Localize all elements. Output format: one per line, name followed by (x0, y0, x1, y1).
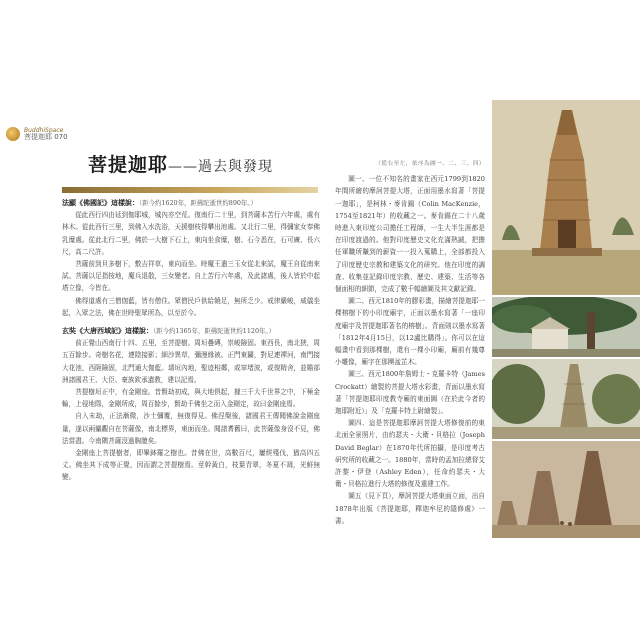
section1-title: 法顯《佛國記》這樣說： (62, 198, 139, 207)
paragraph: 金剛座上菩提樹者，即畢鉢羅之樹也。昔佛在世，高數百尺，屢經殘伐，猶高四五丈。佛坐其下成等正覺，因而謂之菩提樹焉。莖幹黃白，枝葉青翠，冬夏不凋，光鮮無變。 (62, 449, 320, 482)
page-number: 菩提迦耶 070 (24, 133, 68, 141)
ruins-photo-icon (492, 441, 640, 538)
left-column (62, 197, 320, 484)
right-column (335, 158, 485, 527)
paragraph: 菩薩前到貝多樹下，敷吉祥草，東向而坐。時魔王遣三玉女從北來試，魔王自從南來試。菩薩以足指按地，魔兵退散，三女變老。自上苦行六年處，及此諸處，後人皆於中起塔立像，今皆在。 (62, 260, 320, 293)
paragraph: 前正覺山西南行十四、五里，至菩提樹。周垣疊磚，崇峻險固。東西長，南北狹，周五百餘步。奇樹名花，連陰接影；細沙異草，彌漫緣被。正門東闢，對尼連禪河，南門接大花池，西阨險固，北門通大伽藍。壖垣內地，聖迹相鄰，或窣堵波，或復精舍，並贍部洲諸國君王、大臣、豪族欽承遺教，建以記焉。 (62, 339, 320, 384)
caption-paragraph: 圖五（見下頁），摩訶菩提大塔東面立面，出自1878年出版《菩提迦耶，釋迦牟尼的隱修處》一書。 (335, 492, 485, 525)
title-sub: ——過去與發現 (168, 159, 274, 175)
section2-note: （距今約1365年，距佛陀逝世約1120年。） (153, 327, 275, 336)
title-main: 菩提迦耶 (88, 154, 169, 176)
figure-order-note: （從右至左，依序為圖一、二、三、四） (375, 161, 485, 167)
paragraph: 菩提樹垣正中，有金剛座。昔賢劫初成，與大地俱起，據三千大千世界之中，下極金輪，上侵地際，金剛所成，周百餘步，賢劫千佛坐之而入金剛定，故曰金剛座焉。 (62, 388, 320, 409)
caption-paragraph: 圖四、這是菩提迦耶摩訶菩提大塔修復前的東北面全景照片，由約瑟夫・大衛・貝格拉（Joseph David Beglar）在1870年代所拍攝，是印度考古研究所的收藏之一。1880年，當時的孟加拉總督艾許黎・伊登（Ashley Eden），任命約瑟夫・大衛・貝格拉進行大塔的修復及重建工作。 (335, 419, 485, 489)
caption-paragraph: 圖一、一位不知名的畫家在西元1799到1820年間所繪的摩訶菩提大塔，正面用墨水寫著「菩提一迦耶」，是柯林・麥肯錫（Colin MacKenzie，1754至1821年）的收藏之一。麥肯錫在二十八歲時進入東印度公司擔任工程師，一生大半生涯都是在印度渡過的。他對印度歷史文化充滿熱誠，把擔任軍職所賺到的薪資一一投入蒐購上，全部都投入了印度歷史宗教和建築文化的研究。他在印度的調查、收集並記錄印度宗教、歷史、建築、生活等各個面相的細節，完成了數千幅繪圖及其文獻記錄。 (335, 175, 485, 294)
paragraph: 佛得道處有三僧伽藍，皆有僧住。眾僧民戶供給饒足，無所乏少。戒律嚴峻，威儀坐起，入眾之法，佛在世時聖眾所為，以至於今。 (62, 296, 320, 317)
caption-paragraph: 圖三、西元1800年詹姆士・克羅卡特（James Crockatt）繪製的菩提大塔水彩畫，背面以墨水寫著「菩提迦耶印度教寺廟的東面圖（在於此今者的迦耶附近）」及「克羅卡特上尉繪製」。 (335, 370, 485, 416)
section1-note: （距今約1620年，距佛陀逝世約890年。） (139, 199, 257, 207)
title-divider (62, 187, 318, 193)
section2-title: 玄奘《大唐西域記》這樣說： (62, 326, 153, 336)
section-heading-faxian (62, 197, 320, 209)
brand-logo-icon (6, 127, 20, 141)
section-heading-xuanzang (62, 325, 320, 337)
temple-painting-icon (492, 100, 640, 295)
caption-paragraph: 圖二、西元1810年的膠彩畫，描繪菩提迦耶一棵榕樹下的小印度廟宇，正面以墨水寫著「一座印度廟宇及菩提迦耶著名的榕樹」。背面則以墨水寫著「1812年4月15日，以12盧比購得」。你可以在這幅畫中看到那棵樹，還有一棵小印廟，廟前有幾尊小雕像，廟宇在那團盆芷木。 (335, 297, 485, 367)
temple-watercolor-icon (492, 359, 640, 439)
header-text (24, 127, 68, 141)
paragraph: 從此西行四由延到伽耶城，城內亦空荒。復南行二十里，到菩薩本苦行六年處，處有林木。從此西行三里，到佛入水洗浴，天援樹枝得攀出池處。又北行二里，得彌家女奉佛乳糜處。從此北行二里，佛於一大樹下石上，東向坐食糜，樹、石今悉在，石可廣、長六尺，高二尺許。 (62, 211, 320, 256)
shrine-under-banyan-icon (492, 297, 640, 357)
brand-name: BuddhiSpace (24, 127, 64, 134)
page-header (6, 127, 68, 141)
paragraph: 自入末劫，正法漸微，沙土彌覆，無復得見。佛涅槃後，諸國君王傳聞佛說金剛座量，遂以兩軀觀自在菩薩像，南北標界，東面而坐。聞諸耆舊曰，此菩薩像身沒不見，佛法當盡。今南隅菩薩沒過胸臆矣。 (62, 412, 320, 445)
page-title (88, 150, 273, 177)
